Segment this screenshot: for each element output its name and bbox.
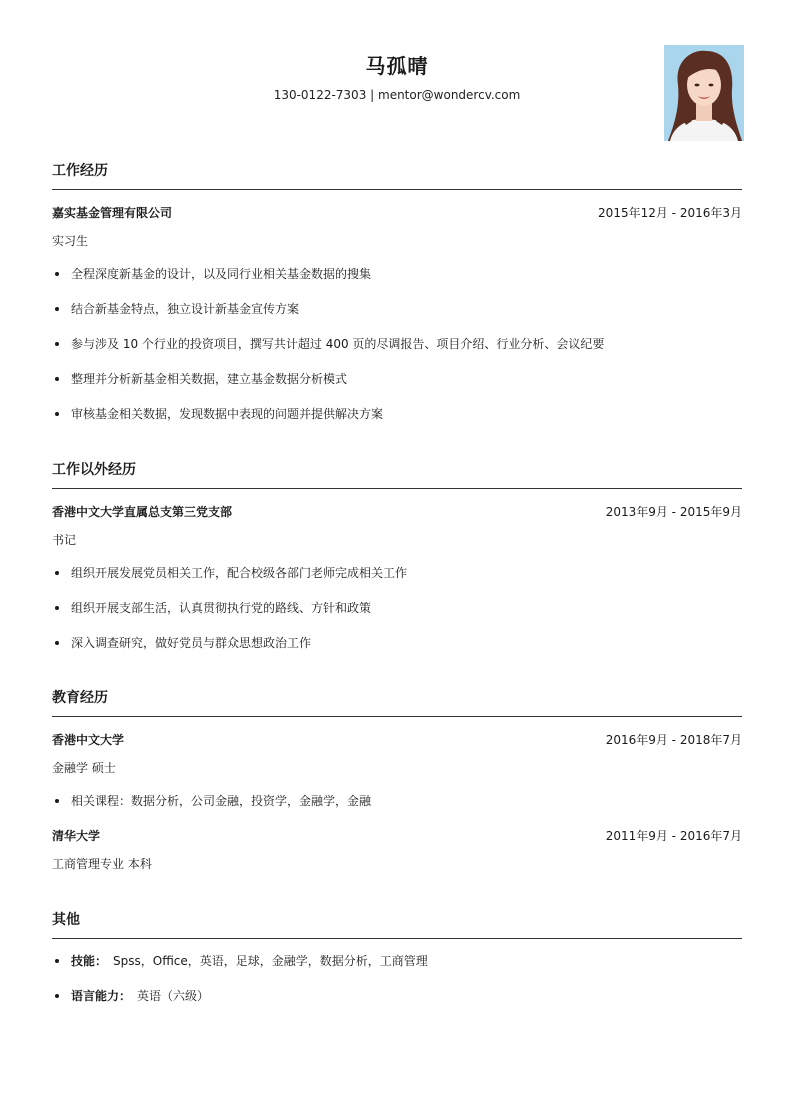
skills-label: 技能： [71,954,108,968]
list-item: 参与涉及 10 个行业的投资项目，撰写共计超过 400 页的尽调报告、项目介绍、行业分析、会议纪要 [52,336,742,352]
list-item: 相关课程：数据分析，公司金融，投资学，金融学，金融 [52,793,742,809]
section-title: 其他 [52,912,742,939]
responsibility-list [52,565,742,651]
list-item [52,953,742,969]
school-name: 清华大学 [52,829,101,843]
list-item: 组织开展发展党员相关工作，配合校级各部门老师完成相关工作 [52,565,742,581]
list-item: 结合新基金特点，独立设计新基金宣传方案 [52,301,742,317]
portrait-image [664,45,744,141]
list-item [52,988,742,1004]
date-range: 2011年9月 - 2016年7月 [605,829,742,843]
section-title: 教育经历 [52,690,742,717]
candidate-name: 马孤晴 [365,54,429,78]
entry-header [52,828,742,844]
date-range: 2013年9月 - 2015年9月 [605,505,742,519]
section-title: 工作以外经历 [52,462,742,489]
entry-header [52,205,742,221]
resume-header [52,46,742,146]
other-section [52,912,742,1004]
job-role: 实习生 [52,234,89,248]
list-item: 全程深度新基金的设计，以及同行业相关基金数据的搜集 [52,266,742,282]
other-list [52,953,742,1004]
list-item: 组织开展支部生活，认真贯彻执行党的路线、方针和政策 [52,600,742,616]
section-title: 工作经历 [52,163,742,190]
profile-photo [664,45,744,141]
degree: 金融学 硕士 [52,761,116,775]
responsibility-list [52,266,742,422]
entry-header [52,504,742,520]
school-name: 香港中文大学 [52,733,125,747]
work-experience-section [52,163,742,422]
date-range: 2015年12月 - 2016年3月 [598,206,742,220]
company-name: 嘉实基金管理有限公司 [52,206,173,220]
date-range: 2016年9月 - 2018年7月 [605,733,742,747]
extracurricular-section [52,462,742,651]
list-item: 整理并分析新基金相关数据，建立基金数据分析模式 [52,371,742,387]
contact-info: 130-0122-7303 | mentor@wondercv.com [273,88,521,102]
list-item: 深入调查研究，做好党员与群众思想政治工作 [52,635,742,651]
degree: 工商管理专业 本科 [52,857,152,871]
entry-header [52,732,742,748]
organization-name: 香港中文大学直属总支第三党支部 [52,505,233,519]
education-section [52,690,742,872]
course-list [52,793,742,809]
language-label: 语言能力： [71,989,132,1003]
language-value: 英语（六级） [137,989,210,1003]
position-role: 书记 [52,533,77,547]
list-item: 审核基金相关数据，发现数据中表现的问题并提供解决方案 [52,406,742,422]
skills-value: Spss，Office，英语，足球，金融学，数据分析，工商管理 [113,954,428,968]
